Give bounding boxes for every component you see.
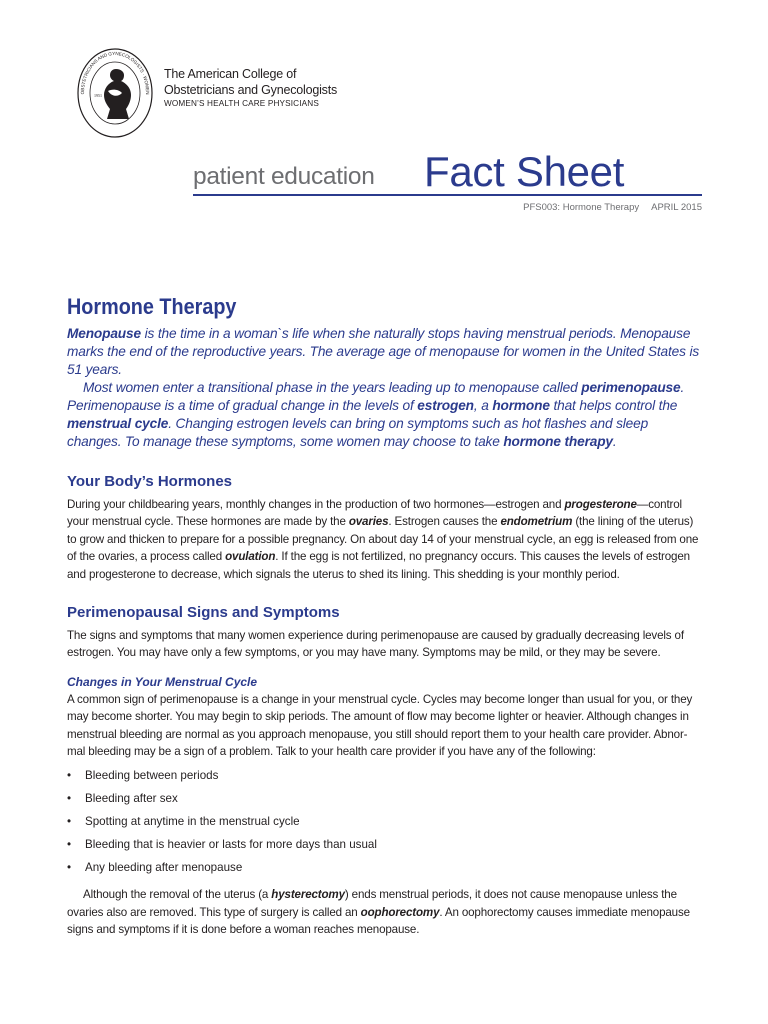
section-heading-symptoms: Perimenopausal Signs and Symptoms: [67, 604, 340, 622]
hysterectomy-paragraph: Although the removal of the uterus (a hysterectomy) ends menstrual periods, it does not cause menopause unless the ovaries also are removed. This type of surgery is called an oophorectomy. An oophorectomy causes immediate menopause signs and symptoms if it is done before a woman reaches menopause.: [67, 888, 690, 937]
masthead-patient-education: patient education: [193, 163, 375, 190]
emphasized-term: perimenopause: [581, 380, 681, 395]
seal-ring-text: OBSTETRICIANS AND GYNECOLOGISTS · WOMEN: [79, 50, 151, 95]
menstrual-cycle-paragraph: A common sign of perimenopause is a change in your menstrual cycle. Cycles may become longer than usual for you, or they may become shorter. You may begin to skip periods. The amount of flow may become lighter or heavier. Although changes in menstrual bleeding are normal as you approach menopause, you still should report them to your health care provider. Abnor-mal bleeding may be a sign of a problem. Talk to your health care provider if you have any of the following:: [67, 692, 693, 759]
org-name-line-1: The American College of: [164, 67, 297, 81]
emphasized-term: progesterone: [564, 498, 637, 511]
emphasized-term: Menopause: [67, 326, 141, 341]
emphasized-term: oophorectomy: [360, 905, 440, 919]
section-heading-hormones: Your Body’s Hormones: [67, 473, 233, 490]
document-id-line: [523, 202, 702, 213]
list-item: • Bleeding between periods: [67, 764, 703, 787]
bleeding-list: [67, 764, 703, 879]
emphasized-term: hysterectomy: [271, 888, 345, 902]
emphasized-term: endometrium: [500, 515, 573, 529]
masthead-fact-sheet: Fact Sheet: [424, 148, 625, 195]
org-name-line-2: Obstetricians and Gynecologists: [164, 83, 338, 97]
emphasized-term: hormone: [492, 398, 550, 413]
emphasized-term: menstrual cycle: [67, 416, 169, 431]
seal-year: 1951: [94, 93, 102, 98]
main-content: [67, 292, 703, 939]
document-date: APRIL 2015: [651, 202, 702, 213]
document-code: PFS003: Hormone Therapy: [523, 202, 640, 213]
page-title: Hormone Therapy: [67, 294, 237, 319]
intro-paragraph-1: Menopause is the time in a woman`s life when she naturally stops having menstrual periods. Menopause marks the end of the reproductive years. The average age of menopause for women in the United States is 51 years.: [67, 326, 700, 377]
emphasized-term: ovaries: [348, 515, 389, 529]
masthead-rule: [193, 194, 702, 196]
list-item: • Bleeding after sex: [67, 787, 703, 810]
organization-name: [164, 66, 337, 110]
acog-seal-logo: [76, 47, 154, 139]
subheading-menstrual-cycle: Changes in Your Menstrual Cycle: [67, 674, 258, 689]
symptoms-paragraph: The signs and symptoms that many women experience during perimenopause are caused by gradually decreasing levels of estrogen. You may have only a few symptoms, or you may have many. Symptoms may be mild, or they may be severe.: [67, 629, 684, 660]
hormones-paragraph: During your childbearing years, monthly changes in the production of two hormones—estrogen and progesterone—control your menstrual cycle. These hormones are made by the ovaries. Estrogen causes the endometrium (the lining of the uterus) to grow and thicken to prepare for a possible pregnancy. On about day 14 of your menstrual cycle, an egg is released from one of the ovaries, a process called ovulation. If the egg is not fertilized, no pregnancy occurs. This causes the levels of estrogen and progesterone to decrease, which signals the uterus to shed its lining. This shedding is your monthly period.: [67, 498, 699, 581]
list-item: • Any bleeding after menopause: [67, 856, 703, 879]
list-item: • Spotting at anytime in the menstrual cycle: [67, 810, 703, 833]
emphasized-term: estrogen: [417, 398, 474, 413]
org-tagline: WOMEN’S HEALTH CARE PHYSICIANS: [164, 99, 319, 108]
list-item: • Bleeding that is heavier or lasts for more days than usual: [67, 833, 703, 856]
emphasized-term: hormone therapy: [503, 434, 613, 449]
intro-paragraph-2: Most women enter a transitional phase in the years leading up to menopause called perimenopause. Perimenopause is a time of gradual change in the levels of estrogen, a hormone that helps control the menstrual cycle. Changing estrogen levels can bring on symptoms such as hot flashes and sleep changes. To manage these symptoms, some women may choose to take hormone therapy.: [67, 380, 685, 449]
emphasized-term: ovulation: [225, 550, 276, 564]
